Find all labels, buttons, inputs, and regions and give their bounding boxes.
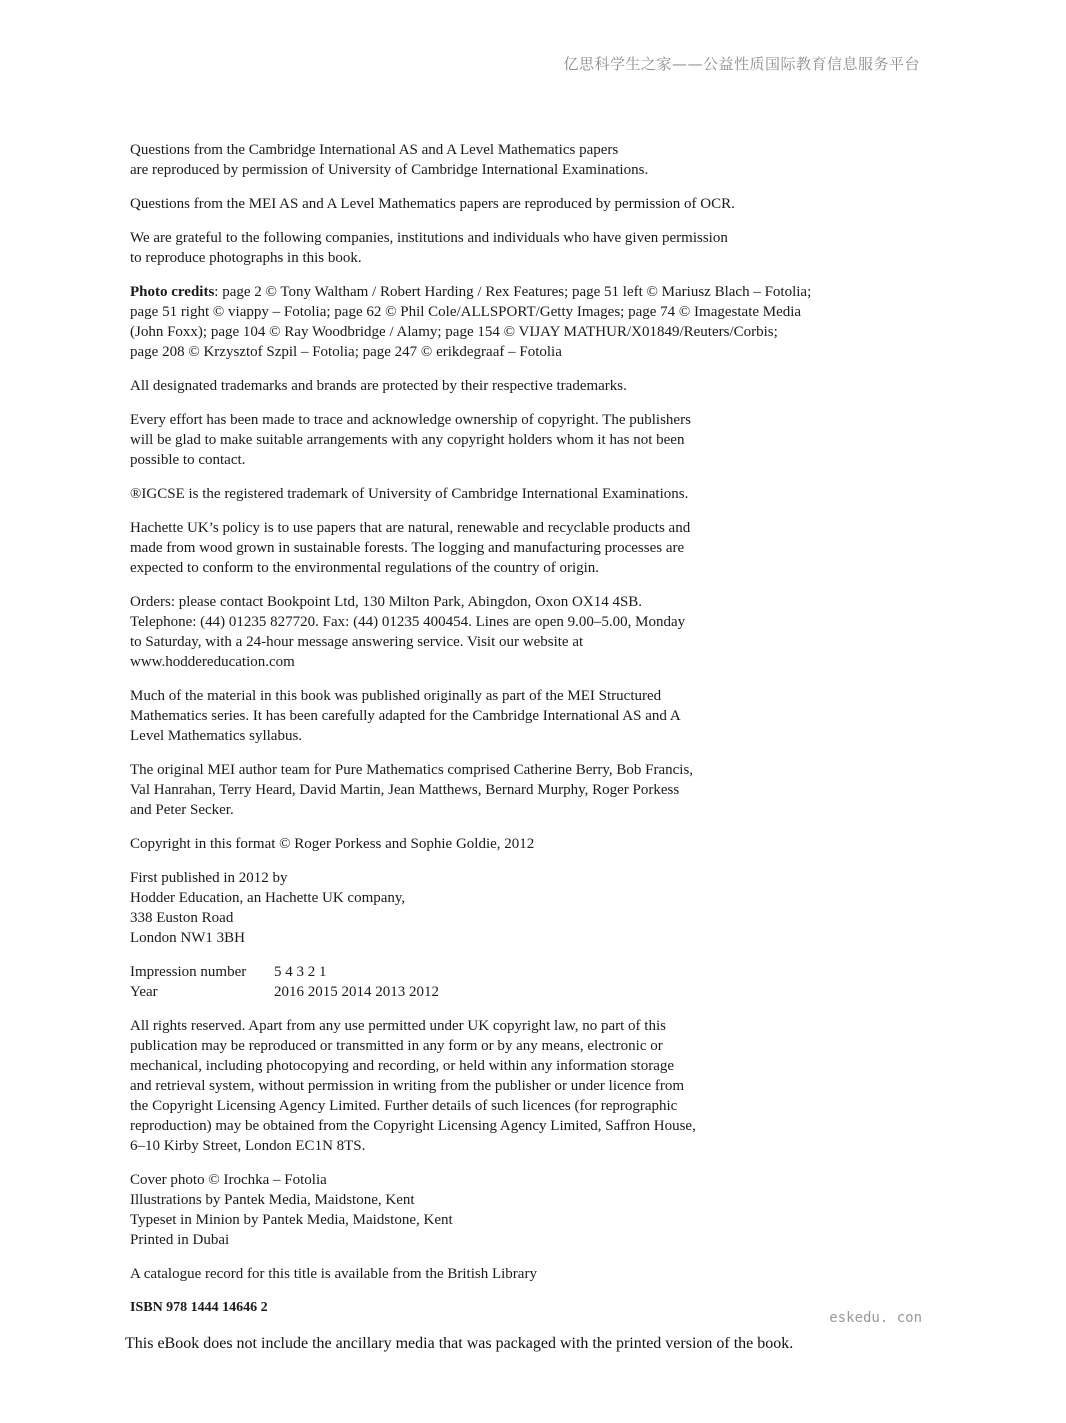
copyright-page-content xyxy=(130,140,890,1332)
paragraph-mei-origin: Much of the material in this book was published originally as part of the MEI Structured Mathematics series. It has been carefully adapted for the Cambridge International AS and A Level Mathematics syllabus. xyxy=(130,688,681,744)
paragraph-igcse-trademark: ®IGCSE is the registered trademark of University of Cambridge International Examinations. xyxy=(130,486,689,502)
isbn: ISBN 978 1444 14646 2 xyxy=(130,1300,268,1315)
impression-value: 5 4 3 2 1 xyxy=(274,964,327,980)
footer-watermark: eskedu. con xyxy=(829,1310,922,1326)
impression-label: Impression number xyxy=(130,964,247,980)
paragraph-photo-credits xyxy=(130,282,890,362)
year-label: Year xyxy=(130,984,158,1000)
paragraph-rights-reserved: All rights reserved. Apart from any use permitted under UK copyright law, no part of this publication may be reproduced or transmitted in any form or by any means, electronic or mechanical, including photocopying and recording, or held within any information storage and retrieval system, without permission in writing from the publisher or under licence from the Copyright Licensing Agency Limited. Further details of such licences (for reprographic reproduction) may be obtained from the Copyright Licensing Agency Limited, Saffron House, 6–10 Kirby Street, London EC1N 8TS. xyxy=(130,1018,696,1154)
paragraph-paper-policy: Hachette UK’s policy is to use papers that are natural, renewable and recyclable products and made from wood grown in sustainable forests. The logging and manufacturing processes are expected to conform to the environmental regulations of the country of origin. xyxy=(130,520,691,576)
paragraph-exam-questions-mei: Questions from the MEI AS and A Level Mathematics papers are reproduced by permission of OCR. xyxy=(130,196,735,212)
paragraph-publisher-address: First published in 2012 by Hodder Education, an Hachette UK company, 338 Euston Road London NW1 3BH xyxy=(130,870,406,946)
impression-row xyxy=(130,962,439,982)
paragraph-exam-questions-cambridge: Questions from the Cambridge International AS and A Level Mathematics papers are reproduced by permission of University of Cambridge International Examinations. xyxy=(130,142,649,178)
paragraph-copyright-format: Copyright in this format © Roger Porkess and Sophie Goldie, 2012 xyxy=(130,836,535,852)
photo-credits-label: Photo credits xyxy=(130,284,215,300)
paragraph-trademarks: All designated trademarks and brands are protected by their respective trademarks. xyxy=(130,378,627,394)
year-value: 2016 2015 2014 2013 2012 xyxy=(274,984,439,1000)
header-watermark: 亿思科学生之家——公益性质国际教育信息服务平台 xyxy=(563,55,920,73)
paragraph-acknowledgement: We are grateful to the following companies, institutions and individuals who have given permission to reproduce photographs in this book. xyxy=(130,230,728,266)
ebook-note: This eBook does not include the ancillary media that was packaged with the printed version of the book. xyxy=(125,1335,794,1352)
photo-credits-text: : page 2 © Tony Waltham / Robert Harding / Rex Features; page 51 left © Mariusz Blach – Fotolia; page 51 right © viappy – Fotolia; page 62 © Phil Cole/ALLSPORT/Getty Images; page 74 © Imagestate Media (John Foxx); page 104 © Ray Woodbridge / Alamy; page 154 © VIJAY MATHUR/X01849/Reuters/Corbis; page 208 © Krzysztof Szpil – Fotolia; page 247 © erikdegraaf – Fotolia xyxy=(130,284,812,360)
paragraph-copyright-effort: Every effort has been made to trace and acknowledge ownership of copyright. The publishers will be glad to make suitable arrangements with any copyright holders whom it has not been possible to contact. xyxy=(130,412,691,468)
paragraph-production-credits: Cover photo © Irochka – Fotolia Illustrations by Pantek Media, Maidstone, Kent Typeset in Minion by Pantek Media, Maidstone, Kent Printed in Dubai xyxy=(130,1172,453,1248)
paragraph-author-team: The original MEI author team for Pure Mathematics comprised Catherine Berry, Bob Francis, Val Hanrahan, Terry Heard, David Martin, Jean Matthews, Bernard Murphy, Roger Porkess and Peter Secker. xyxy=(130,762,694,818)
impression-table xyxy=(130,962,439,1002)
paragraph-orders: Orders: please contact Bookpoint Ltd, 130 Milton Park, Abingdon, Oxon OX14 4SB. Telephone: (44) 01235 827720. Fax: (44) 01235 400454. Lines are open 9.00–5.00, Monday to Saturday, with a 24-hour message answering service. Visit our website at www.hoddereducation.com xyxy=(130,594,686,670)
year-row xyxy=(130,982,439,1002)
paragraph-catalogue-record: A catalogue record for this title is available from the British Library xyxy=(130,1266,537,1282)
